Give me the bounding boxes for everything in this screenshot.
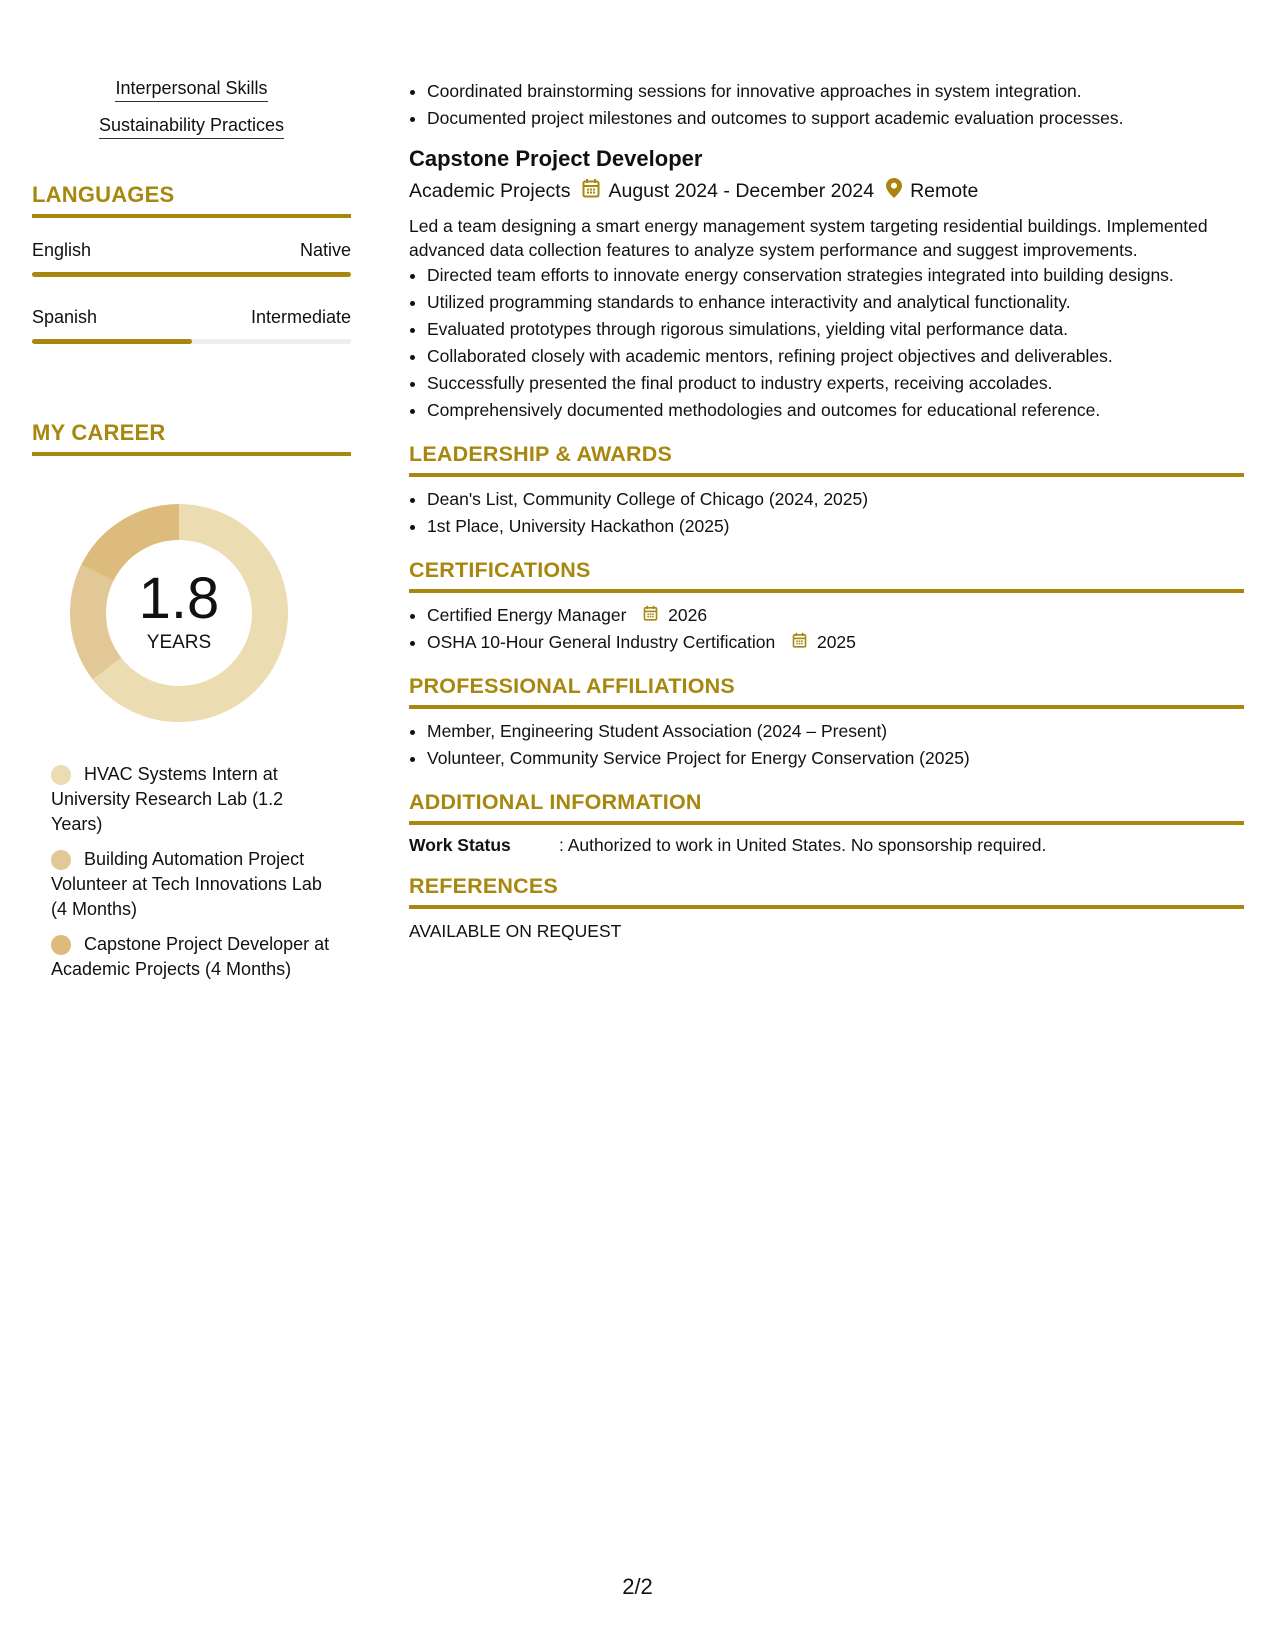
certification-name: OSHA 10-Hour General Industry Certification bbox=[427, 632, 776, 652]
section-divider bbox=[409, 473, 1244, 477]
language-row bbox=[32, 240, 351, 261]
work-status-row bbox=[409, 835, 1244, 856]
languages-title: LANGUAGES bbox=[32, 182, 175, 207]
career-legend-text: Building Automation Project Volunteer at Tech Innovations Lab (4 Months) bbox=[51, 849, 322, 919]
legend-dot bbox=[51, 935, 71, 955]
page-number: 2/2 bbox=[622, 1574, 653, 1599]
affiliations-list bbox=[409, 718, 1244, 772]
skill-label: Sustainability Practices bbox=[99, 115, 284, 139]
legend-dot bbox=[51, 850, 71, 870]
section-divider bbox=[409, 705, 1244, 709]
right-column bbox=[409, 78, 1244, 942]
section-divider bbox=[409, 905, 1244, 909]
bullet-item: • Comprehensively documented methodologies and outcomes for educational reference. bbox=[427, 397, 1244, 424]
job-dates: August 2024 - December 2024 bbox=[608, 179, 875, 202]
career-legend-text: HVAC Systems Intern at University Research Lab (1.2 Years) bbox=[51, 764, 284, 834]
language-bar-fill bbox=[32, 339, 192, 344]
awards-section bbox=[409, 442, 1244, 540]
career-donut-chart bbox=[66, 500, 292, 726]
skill-label: Interpersonal Skills bbox=[115, 78, 267, 102]
career-legend-item bbox=[51, 847, 336, 922]
affiliation-item: • Member, Engineering Student Association (2024 – Present) bbox=[427, 718, 1244, 745]
job-bullets bbox=[409, 262, 1244, 424]
references-title: REFERENCES bbox=[409, 874, 558, 898]
certification-item bbox=[427, 602, 1244, 629]
calendar-icon bbox=[582, 178, 600, 204]
certification-name: Certified Energy Manager bbox=[427, 605, 627, 625]
certifications-list bbox=[409, 602, 1244, 656]
certifications-title: CERTIFICATIONS bbox=[409, 558, 591, 582]
affiliation-item: • Volunteer, Community Service Project for Energy Conservation (2025) bbox=[427, 745, 1244, 772]
affiliations-section bbox=[409, 674, 1244, 772]
donut-center bbox=[66, 500, 292, 726]
calendar-icon bbox=[643, 602, 658, 629]
legend-dot bbox=[51, 765, 71, 785]
work-status-label: Work Status bbox=[409, 835, 511, 855]
references-text: AVAILABLE ON REQUEST bbox=[409, 921, 622, 941]
additional-info-title: ADDITIONAL INFORMATION bbox=[409, 790, 702, 814]
bullet-item: • Documented project milestones and outcomes to support academic evaluation processes. bbox=[427, 105, 1244, 132]
language-row bbox=[32, 307, 351, 328]
certification-year: 2025 bbox=[816, 632, 856, 652]
career-legend bbox=[32, 762, 351, 982]
references-section bbox=[409, 874, 1244, 942]
skill-item bbox=[32, 78, 351, 99]
career-total-number: 1.8 bbox=[138, 566, 220, 631]
certification-year: 2026 bbox=[668, 605, 708, 625]
section-divider bbox=[32, 452, 351, 456]
job-title: Capstone Project Developer bbox=[409, 146, 703, 171]
bullet-item: • Directed team efforts to innovate energy conservation strategies integrated into building designs. bbox=[427, 262, 1244, 289]
affiliations-title: PROFESSIONAL AFFILIATIONS bbox=[409, 674, 735, 698]
work-status-value: : Authorized to work in United States. No sponsorship required. bbox=[559, 835, 1047, 855]
awards-title: LEADERSHIP & AWARDS bbox=[409, 442, 673, 466]
bullet-item: • Successfully presented the final product to industry experts, receiving accolades. bbox=[427, 370, 1244, 397]
award-item: • Dean's List, Community College of Chicago (2024, 2025) bbox=[427, 486, 1244, 513]
language-level: Intermediate bbox=[250, 307, 351, 327]
skill-item bbox=[32, 115, 351, 136]
language-name: Spanish bbox=[32, 307, 98, 327]
section-divider bbox=[409, 589, 1244, 593]
job-description: Led a team designing a smart energy management system targeting residential buildings. Implemented advanced data collection features to analyze system performance and suggest improvements. bbox=[409, 216, 1208, 260]
previous-job-bullets bbox=[409, 78, 1244, 132]
career-title: MY CAREER bbox=[32, 420, 166, 445]
left-column bbox=[32, 78, 351, 992]
career-legend-text: Capstone Project Developer at Academic Projects (4 Months) bbox=[51, 934, 330, 979]
job-company: Academic Projects bbox=[409, 179, 571, 202]
language-bar bbox=[32, 339, 351, 344]
bullet-item: • Utilized programming standards to enhance interactivity and analytical functionality. bbox=[427, 289, 1244, 316]
career-legend-item bbox=[51, 932, 336, 982]
language-name: English bbox=[32, 240, 92, 260]
bullet-item: • Collaborated closely with academic mentors, refining project objectives and deliverables. bbox=[427, 343, 1244, 370]
bullet-item: • Coordinated brainstorming sessions for innovative approaches in system integration. bbox=[427, 78, 1244, 105]
job-meta bbox=[409, 178, 1244, 204]
career-section bbox=[32, 420, 351, 982]
career-total-unit: YEARS bbox=[146, 632, 212, 653]
languages-section bbox=[32, 182, 351, 344]
certification-item bbox=[427, 629, 1244, 656]
location-pin-icon bbox=[886, 178, 902, 204]
certifications-section bbox=[409, 558, 1244, 656]
language-level: Native bbox=[299, 240, 351, 260]
section-divider bbox=[409, 821, 1244, 825]
award-item: • 1st Place, University Hackathon (2025) bbox=[427, 513, 1244, 540]
section-divider bbox=[32, 214, 351, 218]
calendar-icon bbox=[792, 629, 807, 656]
awards-list bbox=[409, 486, 1244, 540]
additional-info-section bbox=[409, 790, 1244, 856]
job-location: Remote bbox=[910, 179, 979, 202]
language-bar bbox=[32, 272, 351, 277]
language-bar-fill bbox=[32, 272, 351, 277]
career-legend-item bbox=[51, 762, 336, 837]
bullet-item: • Evaluated prototypes through rigorous simulations, yielding vital performance data. bbox=[427, 316, 1244, 343]
